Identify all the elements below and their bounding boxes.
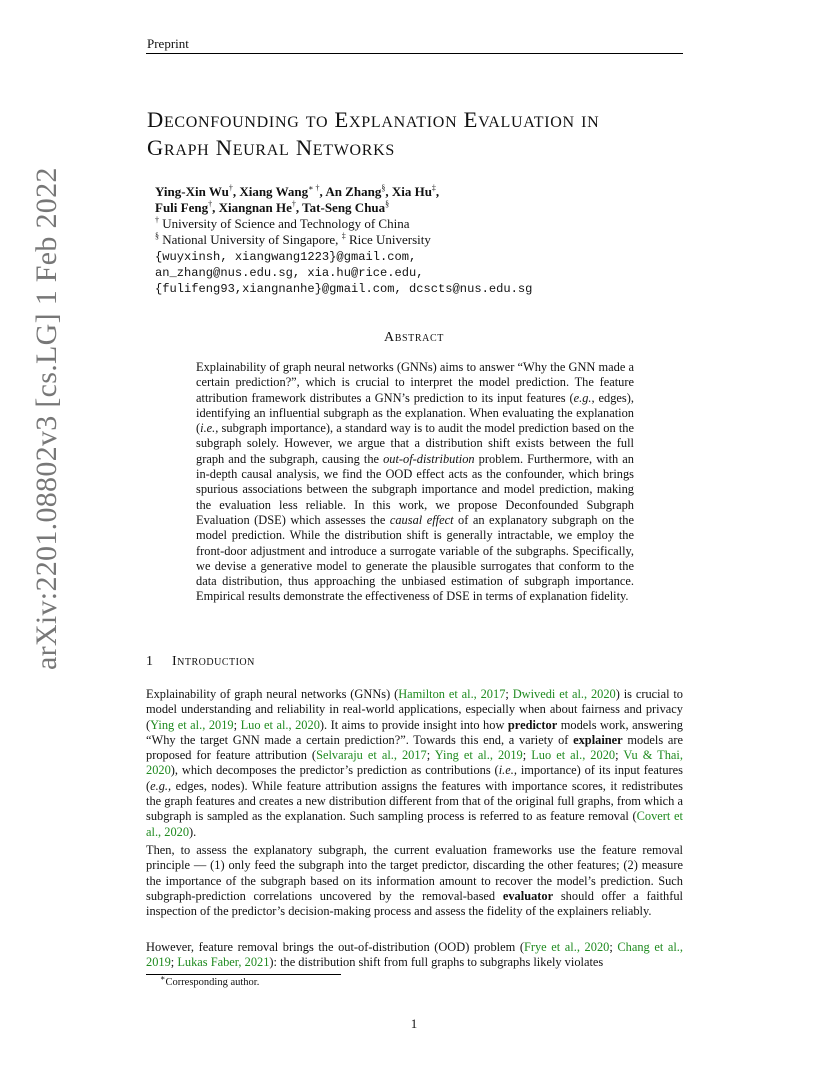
email-line-1[interactable]: {wuyxinsh, xiangwang1223}@gmail.com,	[155, 250, 417, 264]
citation-link[interactable]: Vu & Thai, 2020	[146, 748, 683, 778]
author-name: , Xiang Wang	[232, 184, 309, 199]
abstract-emphasis: out-of-distribution	[383, 451, 475, 466]
affiliation-text: Rice University	[345, 232, 431, 247]
affiliation-mark: ‡	[431, 183, 436, 193]
title-line-1: Deconfounding to Explanation Evaluation in	[147, 107, 600, 132]
section-title: Introduction	[172, 654, 255, 669]
author-line-2	[155, 200, 685, 216]
affiliation-mark: †	[291, 199, 296, 209]
affiliation-mark: §	[385, 199, 390, 209]
bold-term: evaluator	[502, 888, 554, 903]
intro-paragraph-1	[146, 687, 683, 840]
bold-term: explainer	[573, 732, 623, 747]
citation-link[interactable]: Covert et al., 2020	[146, 809, 683, 839]
body-text: ): the distribution shift from full graphs to subgraphs likely violates	[269, 955, 604, 970]
citation-link[interactable]: Selvaraju et al., 2017	[316, 748, 427, 763]
author-name: , Tat-Seng Chua	[295, 200, 386, 215]
abstract-emphasis: causal effect	[389, 512, 454, 527]
author-name: Ying-Xin Wu	[155, 184, 229, 199]
abstract-heading: Abstract	[384, 330, 444, 345]
citation-link[interactable]: Dwivedi et al., 2020	[512, 687, 616, 701]
affiliation-text: University of Science and Technology of China	[159, 216, 410, 231]
body-text: Then, to assess the explanatory subgraph, the current evaluation frameworks use the feature removal principle — (1) only feed the subgraph into the target predictor, discarding the other features; (2) measure the importance of the subgraph based on its information amount to recover the model’s prediction. Such subgraph-prediction correlations uncovered by the removal-based	[146, 843, 683, 903]
affiliation-1	[155, 216, 685, 232]
body-text: ;	[615, 748, 624, 763]
email-line-2[interactable]: an_zhang@nus.edu.sg, xia.hu@rice.edu,	[155, 266, 424, 280]
body-text: edges, nodes). While feature attribution assigns the features with importance scores, it redistributes the graph features and creates a new distribution different from that of the original full graphs, from which a subgraph is sampled as the explanation. Such sampling process is referred to as feature removal (	[146, 778, 683, 824]
running-head: Preprint	[147, 36, 189, 51]
body-text: ), which decomposes the predictor’s prediction as contributions (	[170, 763, 499, 778]
abstract-text: edges), identifying an influential subgraph as the explanation. When evaluating the explanation (	[196, 390, 634, 436]
affiliation-mark: †	[228, 183, 233, 193]
arxiv-identifier: arXiv:2201.08802v3 [cs.LG] 1 Feb 2022	[30, 167, 63, 670]
body-text: However, feature removal brings the out-of-distribution (OOD) problem (	[146, 940, 524, 954]
body-text: ;	[505, 687, 513, 701]
author-name: , An Zhang	[319, 184, 382, 199]
title-line-2: Graph Neural Networks	[147, 135, 396, 160]
abstract-body	[196, 360, 634, 605]
body-text: models work, answering “Why the target GNN made a certain prediction?”. Towards this end, a variety of	[146, 717, 684, 747]
body-text: ;	[233, 717, 241, 732]
affiliation-mark: §	[381, 183, 386, 193]
footnote-text: Corresponding author.	[165, 977, 260, 988]
body-text: ;	[426, 748, 435, 763]
citation-link[interactable]: Ying et al., 2019	[150, 717, 234, 732]
body-text: should offer a faithful inspection of the predictor’s decision-making process and assess the fidelity of the explainers reliably.	[146, 888, 683, 919]
citation-link[interactable]: Chang et al., 2019	[146, 940, 684, 970]
abstract-emphasis: e.g.,	[573, 390, 595, 405]
body-text: Explainability of graph neural networks (GNNs) (	[146, 687, 399, 701]
body-text: ) is crucial to model understanding and reliability in real-world applications, especially when about fairness and privacy (	[146, 687, 684, 732]
author-name: , Xiangnan He	[212, 200, 292, 215]
citation-link[interactable]: Hamilton et al., 2017	[398, 687, 506, 701]
paper-title	[147, 106, 687, 162]
abstract-text: Explainability of graph neural networks (GNNs) aims to answer “Why the GNN made a certain prediction?”, which is crucial to interpret the model prediction. The feature attribution framework distributes a GNN’s prediction to its input features (	[196, 360, 634, 405]
affiliation-text: National University of Singapore,	[159, 232, 342, 247]
citation-link[interactable]: Lukas Faber, 2021	[177, 955, 270, 970]
emphasis: i.e.,	[498, 763, 517, 778]
author-line-1	[155, 184, 685, 200]
body-text: ;	[170, 955, 178, 970]
affiliation-2	[155, 232, 685, 248]
citation-link[interactable]: Luo et al., 2020	[240, 717, 320, 732]
body-text: ;	[522, 748, 532, 763]
abstract-emphasis: i.e.,	[200, 421, 219, 436]
page-number: 1	[410, 1016, 418, 1031]
abstract-text: subgraph importance), a standard way is to audit the model prediction based on the subgraph solely. However, we argue that a distribution shift exists between the full graph and the subgraph, causing the	[196, 421, 634, 466]
author-separator: ,	[435, 184, 440, 199]
body-text: ).	[189, 824, 197, 839]
affiliation-mark: †	[208, 199, 213, 209]
footnote-rule	[146, 974, 341, 975]
affiliation-mark: §	[155, 231, 159, 241]
abstract-text: of an explanatory subgraph on the model prediction. While the distribution shift is generally intractable, we employ the front-door adjustment and introduce a surrogate variable of the subgraphs. Specifically, we devise a generative model to generate the plausible surrogates that conform to the data distribution, thus approaching the unbiased estimation of subgraph importance. Empirical results demonstrate the effectiveness of DSE in terms of explanation fidelity.	[196, 512, 634, 604]
section-number: 1	[146, 654, 153, 669]
email-line-3[interactable]: {fulifeng93,xiangnanhe}@gmail.com, dcscts@nus.edu.sg	[155, 282, 533, 296]
body-text: importance) of its input features (	[146, 763, 683, 793]
body-text: ). It aims to provide insight into how	[319, 717, 508, 732]
affiliation-mark: ∗ †	[308, 183, 320, 193]
header-rule	[146, 53, 683, 54]
author-name: , Xia Hu	[385, 184, 432, 199]
intro-paragraph-3	[146, 940, 683, 971]
author-name: Fuli Feng	[155, 200, 209, 215]
bold-term: predictor	[507, 717, 558, 732]
author-list	[155, 184, 685, 216]
citation-link[interactable]: Frye et al., 2020	[523, 940, 610, 954]
citation-link[interactable]: Luo et al., 2020	[531, 748, 616, 763]
citation-link[interactable]: Ying et al., 2019	[434, 748, 523, 763]
body-text: models are proposed for feature attribution (	[146, 732, 683, 763]
footnote	[160, 973, 260, 988]
emphasis: e.g.,	[150, 778, 172, 793]
abstract-text: problem. Furthermore, with an in-depth causal analysis, we find the OOD effect acts as the confounder, which brings spurious associations between the subgraph importance and model prediction, making the evaluation less reliable. In this work, we propose Deconfounded Subgraph Evaluation (DSE) which assesses the	[196, 451, 634, 527]
body-text: ;	[609, 940, 618, 954]
affiliation-mark: †	[155, 215, 159, 225]
intro-paragraph-2	[146, 843, 683, 919]
footnote-mark: ∗	[160, 973, 166, 983]
affiliation-mark: ‡	[341, 231, 346, 241]
